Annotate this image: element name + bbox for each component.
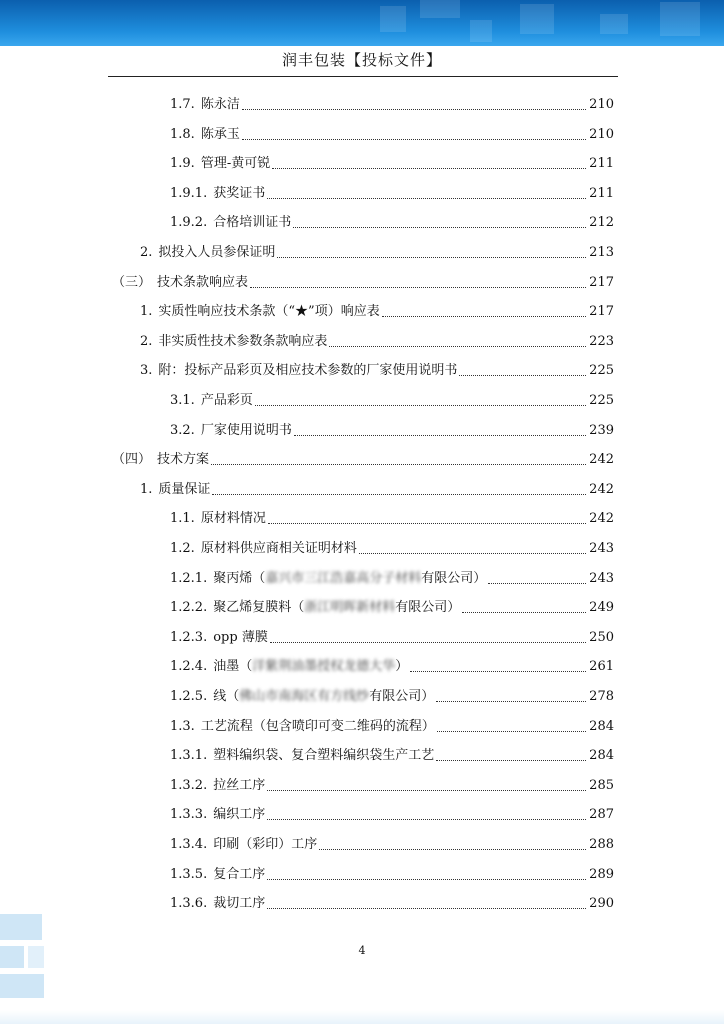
toc-entry-title (170, 510, 266, 528)
toc-page-number: 217 (589, 274, 614, 290)
toc-entry-number: 1.3.5. (170, 866, 208, 882)
toc-entry-title (140, 481, 210, 499)
toc-entry[interactable] (170, 860, 614, 884)
toc-entry-text: 厂家使用说明书 (200, 422, 292, 438)
toc-leader-dots (359, 552, 586, 554)
toc-page-number: 278 (589, 689, 614, 704)
toc-page-number: 223 (589, 333, 614, 349)
toc-entry-number: 3.2. (170, 422, 195, 438)
toc-entry-title (170, 658, 408, 676)
toc-entry-title (112, 451, 209, 469)
toc-leader-dots (242, 108, 586, 110)
toc-leader-dots (436, 759, 586, 761)
toc-leader-dots (211, 463, 586, 465)
toc-leader-dots (436, 700, 586, 702)
toc-entry-title (140, 303, 380, 321)
toc-entry-text: 印刷（彩印）工序 (213, 837, 318, 852)
toc-entry-title (140, 244, 275, 262)
toc-page-number: 217 (589, 304, 614, 320)
toc-entry[interactable] (170, 741, 614, 765)
toc-entry-text: 线（ (213, 689, 240, 704)
toc-leader-dots (267, 818, 586, 820)
toc-leader-dots (293, 226, 586, 228)
toc-entry[interactable] (170, 534, 614, 558)
toc-entry-number: 1.2.1. (170, 570, 208, 586)
toc-entry-text: opp 薄膜 (213, 629, 268, 645)
toc-leader-dots (270, 641, 586, 643)
toc-leader-dots (319, 848, 586, 850)
toc-leader-dots (268, 522, 586, 524)
toc-entry-title (170, 126, 240, 144)
toc-page-number: 210 (589, 97, 614, 112)
toc-entry-text-suffix: 有限公司） (395, 600, 461, 616)
toc-entry-text: 技术条款响应表 (157, 274, 249, 290)
toc-entry-redacted-text: 嘉兴市三江浩嘉高分子材料 (265, 570, 422, 586)
toc-entry-title (170, 895, 265, 913)
toc-entry[interactable] (140, 297, 614, 321)
toc-entry-text: 聚丙烯（ (213, 570, 266, 586)
toc-entry-text: 实质性响应技术条款（“★”项）响应表 (158, 304, 380, 320)
toc-leader-dots (488, 582, 586, 584)
toc-entry-number: 2. (140, 245, 153, 260)
toc-entry[interactable] (170, 179, 614, 203)
toc-entry-text-suffix: ） (395, 659, 409, 675)
toc-entry-title (170, 718, 435, 736)
toc-leader-dots (267, 789, 586, 791)
corner-decoration (0, 900, 60, 1010)
toc-entry-text: 获奖证书 (213, 185, 266, 201)
toc-entry-number: 1.3.4. (170, 837, 208, 852)
toc-entry-text: 质量保证 (158, 481, 211, 497)
toc-page-number: 288 (589, 837, 614, 852)
toc-entry-redacted-text: 洋紫荆油墨授权龙德大华 (252, 659, 396, 675)
toc-entry-title (170, 599, 460, 617)
toc-leader-dots (250, 286, 586, 288)
toc-entry[interactable] (170, 593, 614, 617)
toc-entry-text: 非实质性技术参数条款响应表 (158, 333, 328, 349)
toc-leader-dots (267, 907, 586, 909)
toc-page-number: 242 (589, 511, 614, 527)
toc-entry-title (170, 96, 240, 114)
toc-page-number: 249 (589, 600, 614, 616)
toc-entry-number: 1.9.1. (170, 185, 208, 201)
toc-entry[interactable] (140, 238, 614, 262)
toc-entry[interactable] (170, 800, 614, 824)
toc-entry[interactable] (170, 416, 614, 440)
toc-entry-number: 1.2.2. (170, 600, 208, 616)
toc-leader-dots (277, 256, 586, 258)
page-number: 4 (358, 944, 366, 957)
toc-entry[interactable] (170, 208, 614, 232)
toc-entry-title (170, 392, 253, 410)
toc-entry-text: 陈永洁 (200, 97, 240, 112)
toc-page-number: 284 (589, 718, 614, 734)
toc-entry-text: 原材料情况 (200, 511, 266, 527)
toc-entry[interactable] (170, 504, 614, 528)
toc-entry-number: 1. (140, 481, 153, 497)
toc-entry[interactable] (170, 386, 614, 410)
toc-page-number: 284 (589, 748, 614, 764)
toc-entry-number: 1.2.3. (170, 629, 208, 645)
toc-leader-dots (459, 374, 586, 376)
toc-entry-text: 拉丝工序 (213, 777, 266, 793)
toc-leader-dots (462, 611, 586, 613)
toc-leader-dots (410, 670, 586, 672)
toc-leader-dots (267, 878, 586, 880)
toc-entry-title (170, 866, 265, 884)
document-header-title: 润丰包装【投标文件】 (281, 51, 442, 69)
toc-entry[interactable] (170, 830, 614, 854)
toc-page-number: 287 (589, 807, 614, 823)
toc-leader-dots (294, 434, 586, 436)
toc-entry-text: 聚乙烯复膜料（ (213, 600, 305, 616)
toc-page-number: 290 (589, 896, 614, 912)
toc-entry-title (170, 806, 265, 824)
toc-page-number: 211 (589, 156, 614, 172)
toc-leader-dots (267, 197, 586, 199)
toc-entry-text: 合格培训证书 (213, 215, 292, 231)
toc-entry-title (170, 836, 317, 854)
toc-entry-title (170, 629, 268, 647)
toc-page-number: 239 (589, 422, 614, 438)
toc-leader-dots (272, 167, 586, 169)
toc-entry-title (170, 777, 265, 795)
toc-leader-dots (255, 404, 586, 406)
toc-page-number: 225 (589, 393, 614, 408)
toc-entry-title (170, 747, 434, 765)
toc-entry-number: 1.3.6. (170, 896, 208, 912)
toc-entry-number: 1.1. (170, 511, 195, 527)
toc-entry[interactable] (170, 120, 614, 144)
toc-page-number: 285 (589, 777, 614, 793)
toc-entry-number: 1.3.1. (170, 748, 208, 764)
toc-entry-number: 1.7. (170, 97, 195, 112)
toc-entry-text: 原材料供应商相关证明材料 (200, 541, 357, 556)
toc-entry-text: 工艺流程（包含喷印可变二维码的流程） (200, 718, 435, 734)
toc-entry[interactable] (170, 682, 614, 706)
toc-page-number: 212 (589, 215, 614, 231)
toc-entry[interactable] (140, 327, 614, 351)
toc-entry-title (170, 688, 434, 706)
toc-entry-text: 编织工序 (213, 807, 266, 823)
toc-page-number: 243 (589, 570, 614, 586)
toc-entry[interactable] (170, 623, 614, 647)
toc-entry-title (170, 422, 292, 440)
toc-page-number: 261 (589, 659, 614, 675)
toc-leader-dots (212, 493, 586, 495)
toc-entry-title (112, 274, 248, 292)
footer-band (0, 1010, 724, 1024)
toc-entry-number: 1. (140, 304, 153, 320)
toc-entry-number: 1.3.3. (170, 807, 208, 823)
toc-leader-dots (382, 315, 586, 317)
toc-entry-number: 1.3.2. (170, 777, 208, 793)
toc-page-number: 242 (589, 452, 614, 468)
toc-entry-text: 油墨（ (213, 659, 253, 675)
toc-entry[interactable] (170, 564, 614, 588)
toc-entry-number: 3. (140, 363, 153, 379)
toc-page-number: 210 (589, 126, 614, 142)
toc-entry-title (140, 362, 457, 380)
toc-page-number: 211 (589, 185, 614, 201)
toc-entry-title (170, 155, 270, 173)
toc-entry-redacted-text: 浙江明晖新材料 (304, 600, 396, 616)
toc-leader-dots (329, 345, 586, 347)
toc-entry-number: 1.2. (170, 541, 195, 556)
header-rule (108, 76, 618, 77)
toc-entry-text: 塑料编织袋、复合塑料编织袋生产工艺 (213, 748, 435, 764)
toc-entry-title (170, 570, 486, 588)
toc-entry[interactable] (170, 90, 614, 114)
toc-entry[interactable] (170, 889, 614, 913)
toc-entry-title (140, 333, 327, 351)
toc-page-number: 250 (589, 629, 614, 645)
toc-entry[interactable] (140, 475, 614, 499)
toc-entry-text-suffix: 有限公司） (369, 689, 435, 704)
toc-entry-title (170, 214, 291, 232)
toc-entry-text-suffix: 有限公司） (421, 570, 487, 586)
toc-entry[interactable] (112, 445, 614, 469)
toc-entry-title (170, 185, 265, 203)
toc-entry-number: 1.9.2. (170, 215, 208, 231)
toc-entry[interactable] (140, 356, 614, 380)
toc-entry-number: （四） (112, 452, 152, 468)
toc-leader-dots (437, 730, 586, 732)
toc-entry[interactable] (170, 712, 614, 736)
toc-entry-text: 附：投标产品彩页及相应技术参数的厂家使用说明书 (158, 363, 458, 379)
header-band (0, 0, 724, 46)
toc-leader-dots (242, 138, 586, 140)
toc-page-number: 289 (589, 866, 614, 882)
toc-entry-text: 拟投入人员参保证明 (158, 245, 276, 260)
toc-entry-number: 1.8. (170, 126, 195, 142)
toc-entry-number: 1.2.4. (170, 659, 208, 675)
toc-entry-text: 复合工序 (213, 866, 266, 882)
toc-entry[interactable] (170, 771, 614, 795)
toc-entry-text: 管理-黄可锐 (200, 156, 271, 172)
toc-entry-number: 1.2.5. (170, 689, 208, 704)
toc-entry-number: 1.3. (170, 718, 195, 734)
toc-entry[interactable] (112, 268, 614, 292)
toc-entry-text: 产品彩页 (200, 393, 253, 408)
toc-entry-redacted-text: 佛山市南海区有方线纱 (239, 689, 370, 704)
toc-entry-text: 陈承玉 (200, 126, 240, 142)
toc-entry-number: 1.9. (170, 156, 195, 172)
toc-page-number: 225 (589, 363, 614, 379)
toc-entry-title (170, 540, 357, 558)
toc-entry-text: 裁切工序 (213, 896, 266, 912)
toc-page-number: 213 (589, 245, 614, 260)
toc-entry-number: 3.1. (170, 393, 195, 408)
toc-page-number: 243 (589, 541, 614, 556)
toc-entry-number: 2. (140, 333, 153, 349)
toc-entry[interactable] (170, 149, 614, 173)
toc-entry-number: （三） (112, 274, 152, 290)
toc-entry-text: 技术方案 (157, 452, 210, 468)
toc-page-number: 242 (589, 481, 614, 497)
toc-entry[interactable] (170, 652, 614, 676)
